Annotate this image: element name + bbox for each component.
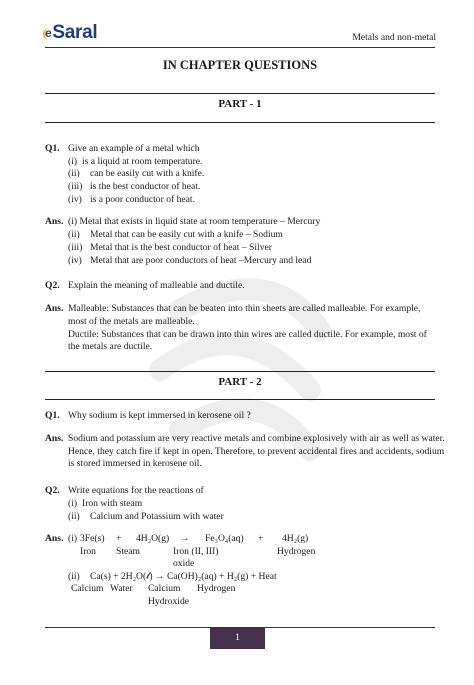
p1-a2-line: most of the metals are malleable. [68, 316, 195, 327]
p1-q2-text: Explain the meaning of malleable and ductile. [68, 280, 245, 291]
eq1-name-reactant-2: Steam [116, 546, 140, 557]
p1-a1-item-text: Metal that are poor conductors of heat –Mercury and lead [90, 255, 312, 266]
p1-q1-item-text: can be easily cut with a knife. [90, 168, 205, 179]
p1-a1-item-text: Metal that can be easily cut with a knife – Sodium [90, 229, 283, 240]
eq1-product-2: 4H₂(g) [282, 533, 309, 544]
eq1-arrow: → [180, 533, 190, 544]
page-title: IN CHAPTER QUESTIONS [162, 58, 318, 72]
p1-a1-item-text: Metal that is the best conductor of heat – Silver [90, 242, 272, 253]
p1-a1-first: (i) Metal that exists in liquid state at room temperature – Mercury [68, 216, 321, 227]
p2-q2-item-text: Calcium and Potassium with water [90, 511, 224, 522]
eq2-name-reactant-1: Calcium [71, 583, 104, 594]
eq1-plus-1: + [116, 533, 122, 544]
part1-bottom-rule [45, 122, 435, 123]
p1-a1-item-num: (ii) [68, 229, 80, 240]
eq1-plus-2: + [258, 533, 264, 544]
eq2-equation: Ca(s) + 2H₂O(𝓁) → Ca(OH)₂(aq) + H₂(g) + Heat [90, 571, 277, 582]
eq1-reactant-1: 3Fe(s) [80, 533, 105, 544]
p2-q2-number: Q2. [45, 485, 60, 496]
brand-logo [45, 22, 97, 44]
p1-q1-text: Give an example of a metal which [68, 143, 200, 154]
eq2-label: (ii) [68, 571, 80, 582]
eq2-name-product-1: Calcium [148, 583, 181, 594]
p1-q1-item-text: is the best conductor of heat. [90, 181, 201, 192]
p2-q1-number: Q1. [45, 410, 60, 421]
p1-q1-item-num: (ii) [68, 168, 80, 179]
p1-q1-item-num: (iv) [68, 194, 82, 205]
p2-q2-text: Write equations for the reactions of [68, 485, 204, 496]
eq1-name-product-2: Hydrogen [277, 546, 316, 557]
p2-a1-line: Hence, they catch fire if kept in open. Therefore, to prevent accidental fires and accidents, sodium [68, 446, 445, 457]
p1-q1-item-num: (i) [68, 156, 78, 167]
brand-prefix: e [45, 26, 52, 40]
page-number-tab [210, 627, 265, 649]
p1-a1-label: Ans. [45, 216, 64, 227]
part2-heading: PART - 2 [218, 376, 262, 388]
chapter-title: Metals and non-metal [352, 32, 436, 43]
p2-q2-item-num: (i) [68, 498, 78, 509]
part2-bottom-rule [45, 399, 435, 400]
p2-q2-item-num: (ii) [68, 511, 80, 522]
p2-a1-label: Ans. [45, 433, 64, 444]
eq1-name-product-1-line2: oxide [173, 558, 195, 569]
eq1-name-product-1: Iron (II, III) [173, 546, 219, 557]
brand-name: Saral [52, 22, 98, 43]
p1-a1-item-num: (iv) [68, 255, 82, 266]
eq2-name-reactant-2: Water [110, 583, 133, 594]
page-number: 1 [235, 632, 240, 643]
p1-a2-line: Ductile: Substances that can be drawn into thin wires are called ductile. For example, most of [68, 329, 427, 340]
p1-a1-item-num: (iii) [68, 242, 83, 253]
p1-q2-number: Q2. [45, 280, 60, 291]
part2-top-rule [45, 371, 435, 372]
p2-a2-label: Ans. [45, 533, 64, 544]
p1-a2-line: Malleable: Substances that can be beaten into thin sheets are called malleable. For example, [68, 303, 421, 314]
eq1-name-reactant-1: Iron [80, 546, 96, 557]
part1-heading: PART - 1 [218, 98, 262, 110]
p2-q2-item-text: Iron with steam [82, 498, 143, 509]
p1-a2-line: the metals are ductile. [68, 341, 153, 352]
p1-q1-item-text: is a poor conductor of heat. [90, 194, 195, 205]
p2-a1-line: Sodium and potassium are very reactive metals and combine explosively with air as well as water. [68, 433, 445, 444]
eq2-name-product-2: Hydrogen [197, 583, 236, 594]
header-rule [45, 47, 435, 48]
eq2-name-product-1-line2: Hydroxide [148, 596, 190, 607]
p1-q1-item-text: is a liquid at room temperature. [82, 156, 203, 167]
p1-q1-item-num: (iii) [68, 181, 83, 192]
p1-q1-number: Q1. [45, 143, 60, 154]
eq1-product-1: Fe₃O₄(aq) [205, 533, 244, 544]
part1-top-rule [45, 93, 435, 94]
p2-q1-text: Why sodium is kept immersed in kerosene oil ? [68, 410, 251, 421]
eq1-reactant-2: 4H₂O(g) [136, 533, 170, 544]
p1-a2-label: Ans. [45, 303, 64, 314]
eq1-label: (i) [68, 533, 78, 544]
p2-a1-line: is stored immersed in kerosene oil. [68, 458, 202, 469]
